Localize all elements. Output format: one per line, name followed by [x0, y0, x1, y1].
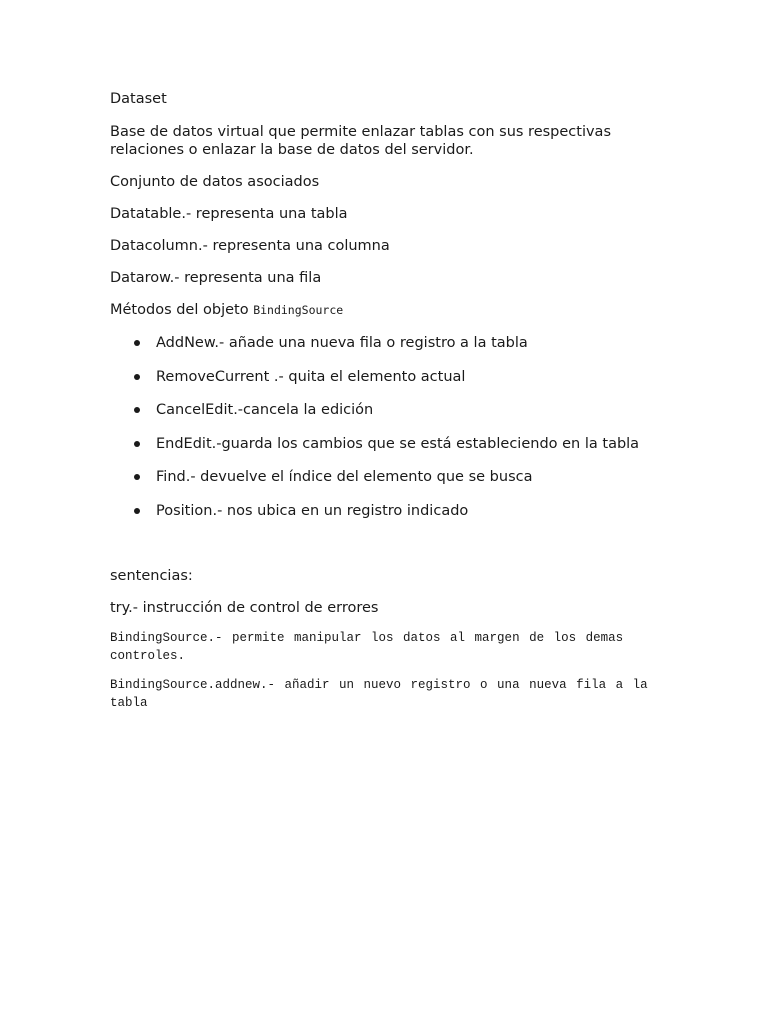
bullet-icon — [134, 508, 140, 514]
code-bindingsource: BindingSource.- permite manipular los datos al margen de los demas controles. — [110, 631, 624, 663]
method-text: EndEdit.-guarda los cambios que se está estableciendo en la tabla — [156, 435, 640, 452]
conjunto-line: Conjunto de datos asociados — [110, 174, 320, 190]
bullet-icon — [134, 441, 140, 447]
bullet-icon — [134, 474, 140, 480]
metodos-object: BindingSource — [253, 303, 344, 317]
datatable-line: Datatable.- representa una tabla — [110, 206, 348, 222]
code-addnew: BindingSource.addnew.- añadir un nuevo registro o una nueva fila a la tabla — [110, 678, 648, 710]
datarow-line: Datarow.- representa una fila — [110, 270, 322, 286]
method-text: CancelEdit.-cancela la edición — [156, 402, 374, 419]
intro-line-1: Base de datos virtual que permite enlazar tablas con sus respectivas — [110, 124, 612, 140]
bullet-icon — [134, 407, 140, 413]
method-text: Find.- devuelve el índice del elemento que se busca — [156, 469, 533, 486]
intro-line-2: relaciones o enlazar la base de datos del servidor. — [110, 142, 474, 158]
metodos-prefix: Métodos del objeto — [110, 302, 254, 318]
bullet-icon — [134, 374, 140, 380]
bullet-icon — [134, 340, 140, 346]
try-line: try.- instrucción de control de errores — [110, 600, 379, 616]
heading-dataset: Dataset — [110, 91, 167, 107]
method-text: RemoveCurrent .- quita el elemento actual — [156, 368, 466, 385]
metodos-line — [110, 301, 343, 319]
method-text: AddNew.- añade una nueva fila o registro a la tabla — [156, 335, 528, 351]
sentencias-line: sentencias: — [110, 568, 193, 584]
datacolumn-line: Datacolumn.- representa una columna — [110, 238, 390, 254]
method-text: Position.- nos ubica en un registro indicado — [156, 502, 469, 519]
